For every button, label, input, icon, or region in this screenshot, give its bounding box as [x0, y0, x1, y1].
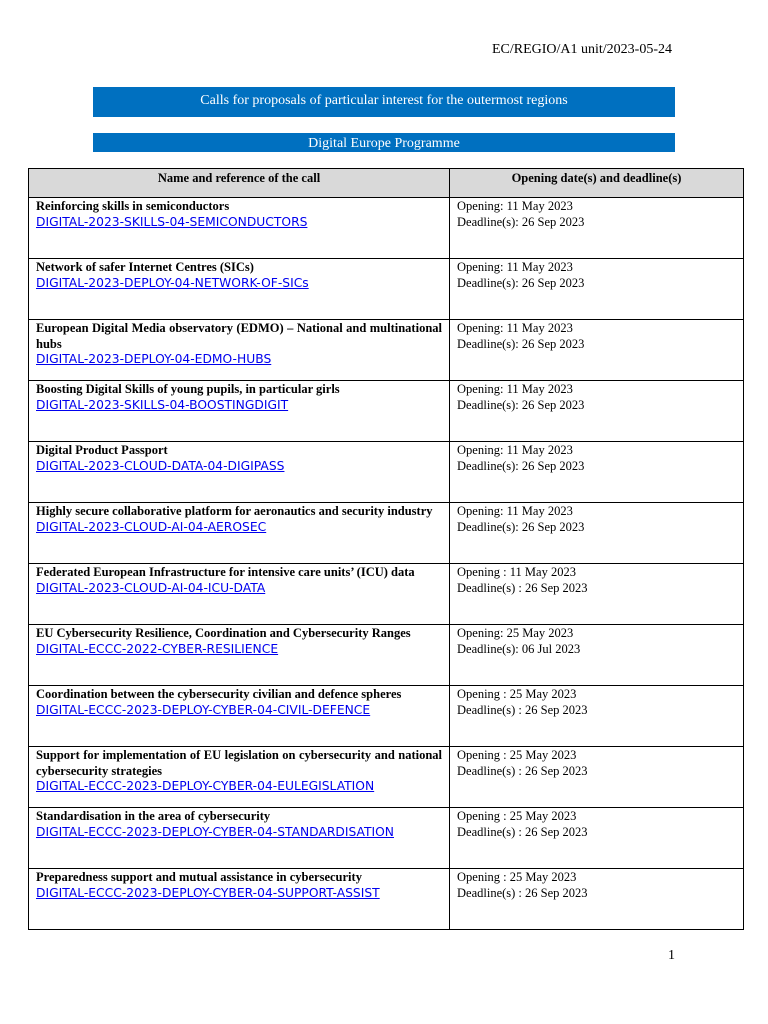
- dates-cell: [450, 381, 744, 442]
- deadline-date: Deadline(s): 26 Sep 2023: [457, 214, 585, 229]
- table-header-row: [29, 169, 744, 198]
- call-cell: [29, 747, 450, 808]
- opening-date: Opening: 25 May 2023: [457, 626, 574, 640]
- table-row: [29, 686, 744, 747]
- dates-cell: [450, 320, 744, 381]
- call-cell: [29, 442, 450, 503]
- call-name: Standardisation in the area of cybersecurity: [36, 809, 271, 823]
- call-cell: [29, 869, 450, 930]
- call-reference-link[interactable]: DIGITAL-2023-CLOUD-DATA-04-DIGIPASS: [36, 458, 285, 473]
- call-name: Highly secure collaborative platform for aeronautics and security industry: [36, 504, 433, 518]
- opening-date: Opening: 11 May 2023: [457, 260, 573, 274]
- column-header-dates: Opening date(s) and deadline(s): [450, 169, 744, 198]
- call-reference-link[interactable]: DIGITAL-2023-DEPLOY-04-EDMO-HUBS: [36, 352, 272, 366]
- table-row: [29, 564, 744, 625]
- table-row: [29, 198, 744, 259]
- table-row: [29, 869, 744, 930]
- dates-cell: [450, 808, 744, 869]
- opening-date: Opening: 11 May 2023: [457, 321, 573, 335]
- opening-date: Opening : 25 May 2023: [457, 748, 577, 762]
- table-row: [29, 625, 744, 686]
- call-reference-link[interactable]: DIGITAL-2023-SKILLS-04-SEMICONDUCTORS: [36, 214, 308, 229]
- call-cell: [29, 808, 450, 869]
- call-reference-link[interactable]: DIGITAL-ECCC-2023-DEPLOY-CYBER-04-SUPPORT-ASSIST: [36, 885, 380, 900]
- call-reference-link[interactable]: DIGITAL-ECCC-2023-DEPLOY-CYBER-04-CIVIL-DEFENCE: [36, 702, 371, 717]
- call-name: Network of safer Internet Centres (SICs): [36, 260, 254, 274]
- call-cell: [29, 625, 450, 686]
- call-cell: [29, 381, 450, 442]
- table-body: [29, 198, 744, 930]
- deadline-date: Deadline(s) : 26 Sep 2023: [457, 824, 588, 839]
- call-reference-link[interactable]: DIGITAL-ECCC-2023-DEPLOY-CYBER-04-EULEGISLATION: [36, 779, 375, 793]
- call-name: EU Cybersecurity Resilience, Coordination and Cybersecurity Ranges: [36, 626, 411, 640]
- call-cell: [29, 564, 450, 625]
- call-cell: [29, 198, 450, 259]
- call-name: European Digital Media observatory (EDMO) – National and multinational hubs: [36, 321, 442, 351]
- table-row: [29, 259, 744, 320]
- deadline-date: Deadline(s) : 26 Sep 2023: [457, 885, 588, 900]
- dates-cell: [450, 442, 744, 503]
- call-cell: [29, 686, 450, 747]
- dates-cell: [450, 869, 744, 930]
- page-number: 1: [668, 948, 675, 963]
- call-name: Digital Product Passport: [36, 443, 168, 457]
- call-name: Support for implementation of EU legislation on cybersecurity and national cybersecurity strategies: [36, 748, 442, 778]
- deadline-date: Deadline(s) : 26 Sep 2023: [457, 580, 588, 595]
- table-row: [29, 442, 744, 503]
- opening-date: Opening: 11 May 2023: [457, 504, 573, 518]
- dates-cell: [450, 625, 744, 686]
- column-header-name: Name and reference of the call: [29, 169, 450, 198]
- deadline-date: Deadline(s) : 26 Sep 2023: [457, 702, 588, 717]
- call-reference-link[interactable]: DIGITAL-ECCC-2023-DEPLOY-CYBER-04-STANDARDISATION: [36, 824, 394, 839]
- dates-cell: [450, 564, 744, 625]
- table-row: [29, 747, 744, 808]
- table-row: [29, 808, 744, 869]
- opening-date: Opening: 11 May 2023: [457, 382, 573, 396]
- deadline-date: Deadline(s): 26 Sep 2023: [457, 458, 585, 473]
- deadline-date: Deadline(s): 26 Sep 2023: [457, 397, 585, 412]
- dates-cell: [450, 686, 744, 747]
- dates-cell: [450, 747, 744, 808]
- call-reference-link[interactable]: DIGITAL-2023-CLOUD-AI-04-AEROSEC: [36, 519, 267, 534]
- opening-date: Opening : 25 May 2023: [457, 687, 577, 701]
- document-reference: EC/REGIO/A1 unit/2023-05-24: [491, 42, 672, 57]
- opening-date: Opening : 25 May 2023: [457, 809, 577, 823]
- call-name: Reinforcing skills in semiconductors: [36, 199, 230, 213]
- call-name: Boosting Digital Skills of young pupils, in particular girls: [36, 382, 340, 396]
- call-cell: [29, 503, 450, 564]
- call-cell: [29, 320, 450, 381]
- calls-table: [28, 168, 744, 930]
- call-name: Federated European Infrastructure for intensive care units’ (ICU) data: [36, 565, 415, 579]
- programme-title: Digital Europe Programme: [93, 133, 675, 152]
- deadline-date: Deadline(s): 26 Sep 2023: [457, 519, 585, 534]
- table-row: [29, 381, 744, 442]
- opening-date: Opening : 11 May 2023: [457, 565, 576, 579]
- call-reference-link[interactable]: DIGITAL-2023-CLOUD-AI-04-ICU-DATA: [36, 580, 266, 595]
- call-cell: [29, 259, 450, 320]
- banner-title: Calls for proposals of particular interest for the outermost regions: [93, 87, 675, 117]
- call-name: Preparedness support and mutual assistance in cybersecurity: [36, 870, 362, 884]
- deadline-date: Deadline(s): 06 Jul 2023: [457, 641, 581, 656]
- dates-cell: [450, 503, 744, 564]
- deadline-date: Deadline(s): 26 Sep 2023: [457, 336, 585, 351]
- dates-cell: [450, 259, 744, 320]
- call-reference-link[interactable]: DIGITAL-ECCC-2022-CYBER-RESILIENCE: [36, 641, 279, 656]
- deadline-date: Deadline(s): 26 Sep 2023: [457, 275, 585, 290]
- dates-cell: [450, 198, 744, 259]
- deadline-date: Deadline(s) : 26 Sep 2023: [457, 763, 588, 778]
- call-name: Coordination between the cybersecurity civilian and defence spheres: [36, 687, 402, 701]
- opening-date: Opening: 11 May 2023: [457, 443, 573, 457]
- call-reference-link[interactable]: DIGITAL-2023-DEPLOY-04-NETWORK-OF-SICs: [36, 275, 309, 290]
- call-reference-link[interactable]: DIGITAL-2023-SKILLS-04-BOOSTINGDIGIT: [36, 397, 289, 412]
- opening-date: Opening : 25 May 2023: [457, 870, 577, 884]
- table-row: [29, 503, 744, 564]
- opening-date: Opening: 11 May 2023: [457, 199, 573, 213]
- table-row: [29, 320, 744, 381]
